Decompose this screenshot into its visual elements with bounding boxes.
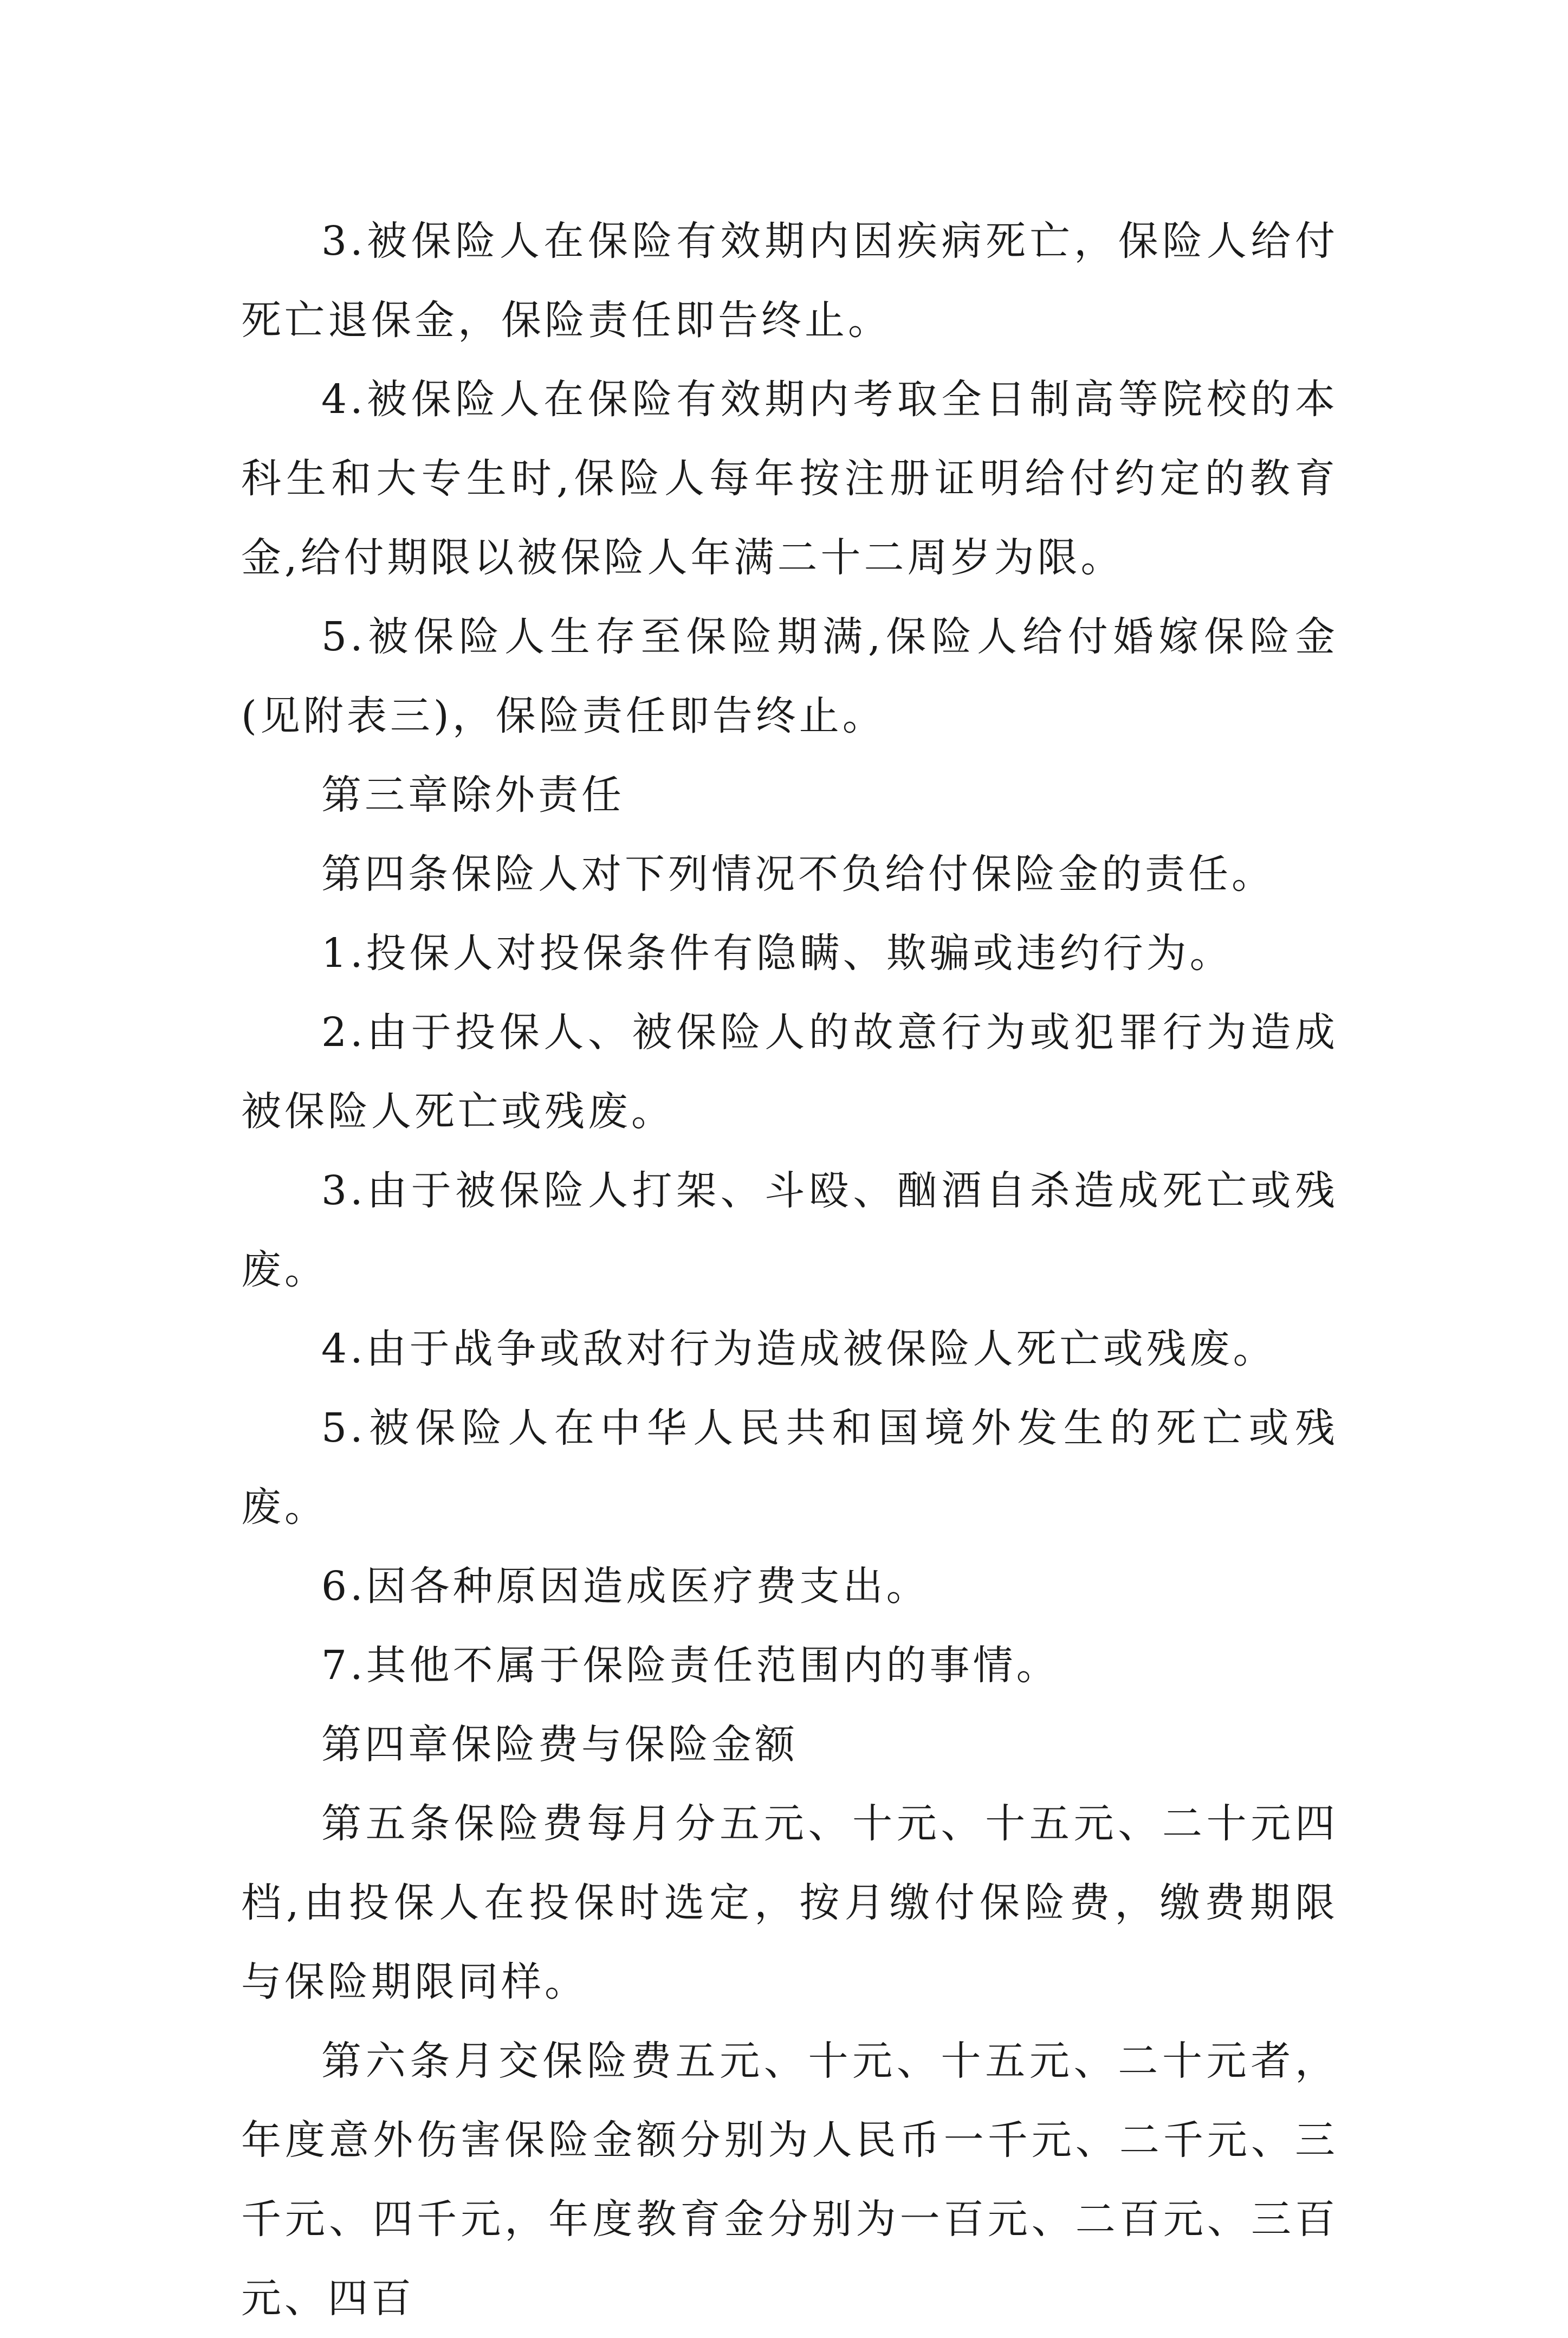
body-text [241,202,1338,2338]
exclusion-item-4: 4.由于战争或敌对行为造成被保险人死亡或残废。 [321,1326,1277,1372]
exclusion-item-5: 5.被保险人在中华人民共和国境外发生的死亡或残废。 [241,1405,1338,1530]
exclusion-item-3: 3.由于被保险人打架、斗殴、酗酒自杀造成死亡或残废。 [241,1167,1338,1293]
paragraph-clause-4: 4.被保险人在保险有效期内考取全日制高等院校的本科生和大专生时,保险人每年按注册证明给付约定的教育金,给付期限以被保险人年满二十二周岁为限。 [241,376,1338,581]
exclusion-item-1: 1.投保人对投保条件有隐瞒、欺骗或违约行为。 [321,930,1233,977]
paragraph-clause-5: 5.被保险人生存至保险期满,保险人给付婚嫁保险金(见附表三)，保险责任即告终止。 [241,613,1338,739]
chapter-heading-3: 第三章除外责任 [321,772,625,818]
article-5: 第五条保险费每月分五元、十元、十五元、二十元四档,由投保人在投保时选定，按月缴付保险费，缴费期限与保险期限同样。 [241,1800,1338,2005]
chapter-heading-4: 第四章保险费与保险金额 [321,1721,798,1768]
exclusion-item-2: 2.由于投保人、被保险人的故意行为或犯罪行为造成被保险人死亡或残废。 [241,1009,1338,1135]
exclusion-item-7: 7.其他不属于保险责任范围内的事情。 [321,1642,1060,1689]
article-6: 第六条月交保险费五元、十元、十五元、二十元者，年度意外伤害保险金额分别为人民币一千元、二千元、三千元、四千元，年度教育金分别为一百元、二百元、三百元、四百 [241,2038,1338,2322]
article-4: 第四条保险人对下列情况不负给付保险金的责任。 [321,851,1275,897]
paragraph-clause-3: 3.被保险人在保险有效期内因疾病死亡，保险人给付死亡退保金，保险责任即告终止。 [241,218,1338,344]
exclusion-item-6: 6.因各种原因造成医疗费支出。 [321,1563,930,1610]
